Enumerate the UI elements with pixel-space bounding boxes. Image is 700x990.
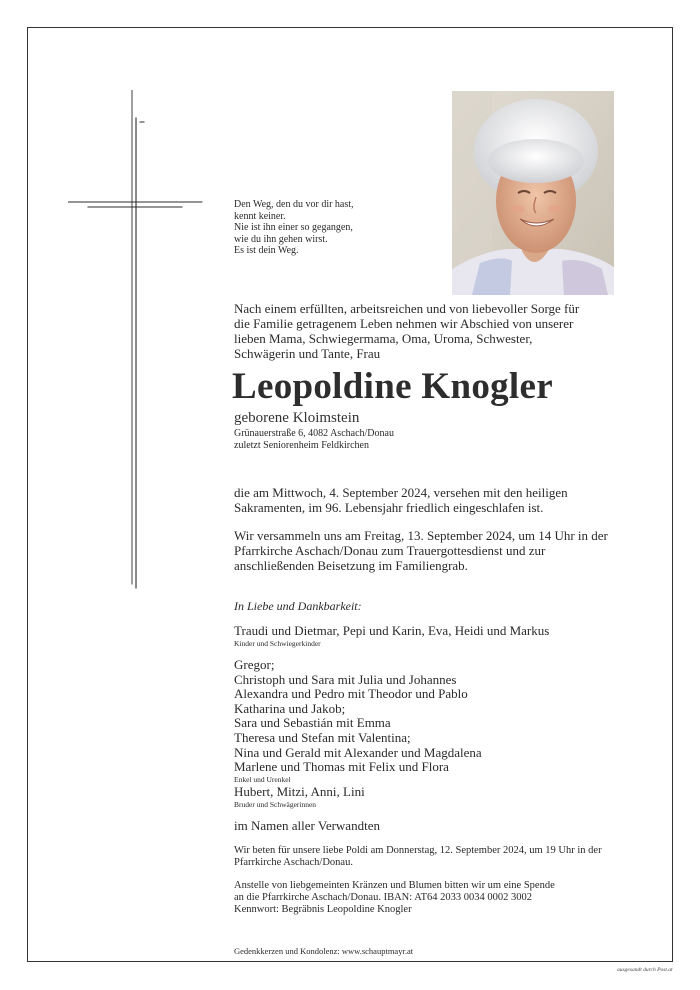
mourner-line: Sara und Sebastián mit Emma: [234, 715, 391, 731]
prayer-text: Wir beten für unsere liebe Poldi am Donnerstag, 12. September 2024, um 19 Uhr in der Pfarrkirche Aschach/Donau.: [234, 845, 602, 868]
poem-line: kennt keiner.: [234, 210, 286, 222]
condolence-footer: Gedenkkerzen und Kondolenz: www.schauptmayr.at: [234, 946, 414, 956]
donation-line: Kennwort: Begräbnis Leopoldine Knogler: [234, 904, 412, 915]
maiden-name: geborene Kloimstein: [234, 410, 360, 426]
credit-note: ausgesandt durch Post.at: [617, 967, 673, 973]
relation-label: Bruder und Schwägerinnen: [234, 799, 317, 809]
mourner-line: Marlene und Thomas mit Felix und Flora: [234, 759, 449, 775]
all-relatives: im Namen aller Verwandten: [234, 818, 380, 833]
mourner-line: Gregor;: [234, 657, 275, 672]
poem-line: Den Weg, den du vor dir hast,: [234, 199, 354, 210]
portrait-photo: [452, 91, 614, 295]
deceased-name: Leopoldine Knogler: [232, 366, 553, 407]
mourner-line: Katharina und Jakob;: [234, 700, 346, 716]
mourner-line: Theresa und Stefan mit Valentina;: [234, 729, 411, 745]
residence: zuletzt Seniorenheim Feldkirchen: [234, 439, 369, 451]
poem-line: Es ist dein Weg.: [234, 245, 299, 257]
intro-text: Nach einem erfüllten, arbeitsreichen und von liebevoller Sorge für die Familie getragenem Leben nehmen wir Abschied von unserer lieben Mama, Schwiegermama, Oma, Uroma, Schwester, Schwägerin und Tante, Frau: [234, 301, 580, 361]
mourner-line: Nina und Gerald mit Alexander und Magdalena: [234, 744, 482, 760]
death-text: die am Mittwoch, 4. September 2024, versehen mit den heiligen Sakramenten, im 96. Lebensjahr friedlich eingeschlafen ist.: [234, 485, 568, 515]
funeral-text: Wir versammeln uns am Freitag, 13. September 2024, um 14 Uhr in der Pfarrkirche Aschach/Donau zum Trauergottesdienst und zur anschließenden Beisetzung im Familiengrab.: [234, 528, 608, 573]
mourner-line: Hubert, Mitzi, Anni, Lini: [234, 784, 365, 799]
dank-heading: In Liebe und Dankbarkeit:: [234, 599, 362, 613]
relation-label: Enkel und Urenkel: [234, 774, 291, 784]
donation-text: [234, 880, 614, 916]
donation-line: Anstelle von liebgemeinten Kränzen und Blumen bitten wir um eine Spende: [234, 880, 555, 891]
donation-line: an die Pfarrkirche Aschach/Donau. IBAN: AT64 2033 0034 0002 3002: [234, 892, 533, 903]
mourners-children: [234, 624, 549, 649]
mourners-siblings: [234, 785, 365, 810]
mourner-line: Traudi und Dietmar, Pepi und Karin, Eva, Heidi und Markus: [234, 623, 550, 638]
mourner-line: Christoph und Sara mit Julia und Johannes: [234, 671, 457, 687]
poem: [234, 199, 354, 257]
address-block: [234, 428, 394, 452]
relation-label: Kinder und Schwiegerkinder: [234, 638, 321, 648]
mourners-grandchildren: [234, 658, 482, 785]
address: Grünauerstraße 6, 4082 Aschach/Donau: [234, 428, 394, 439]
poem-line: Nie ist ihn einer so gegangen,: [234, 222, 353, 234]
poem-line: wie du ihn gehen wirst.: [234, 233, 328, 245]
mourner-line: Alexandra und Pedro mit Theodor und Pablo: [234, 686, 468, 702]
cross-icon: [68, 90, 204, 590]
